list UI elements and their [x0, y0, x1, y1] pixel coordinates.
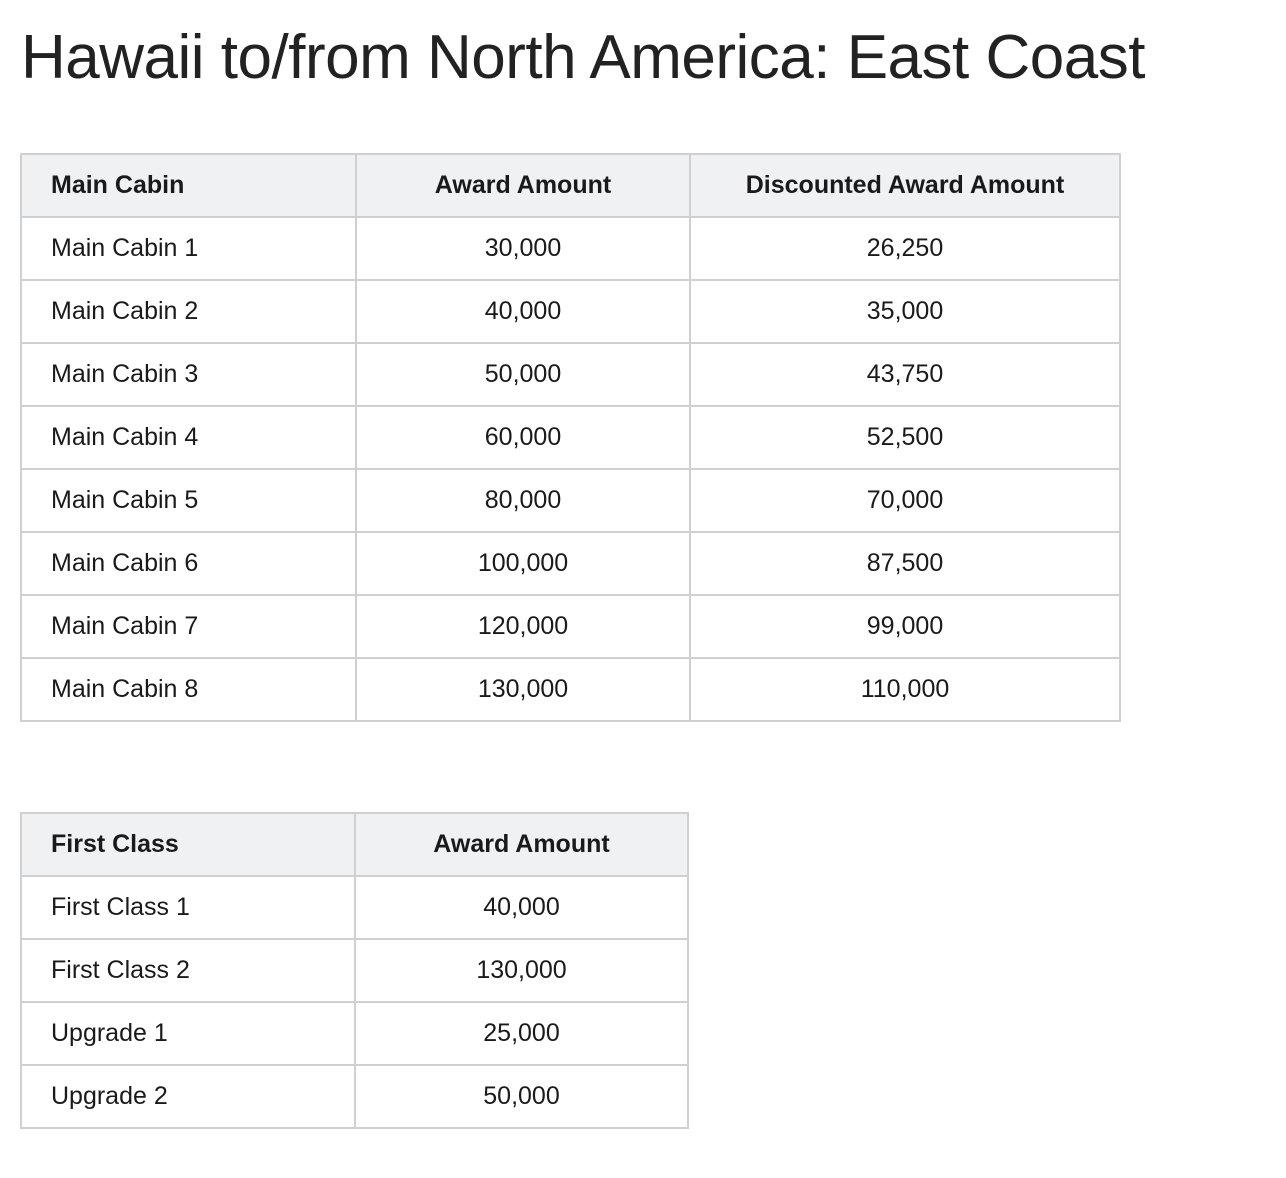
fare-level-cell: First Class 2 — [21, 939, 355, 1002]
fare-level-cell: Main Cabin 4 — [21, 406, 356, 469]
table-header-row — [21, 813, 688, 876]
fare-level-cell: Upgrade 2 — [21, 1065, 355, 1128]
table-row — [21, 406, 1120, 469]
column-header: First Class — [21, 813, 355, 876]
award-amount-cell: 40,000 — [356, 280, 690, 343]
discounted-amount-cell: 35,000 — [690, 280, 1120, 343]
main-cabin-table — [20, 153, 1121, 722]
award-amount-cell: 30,000 — [356, 217, 690, 280]
discounted-amount-cell: 87,500 — [690, 532, 1120, 595]
first-class-table — [20, 812, 689, 1129]
award-amount-cell: 130,000 — [355, 939, 688, 1002]
table-row — [21, 1002, 688, 1065]
column-header: Award Amount — [355, 813, 688, 876]
table-row — [21, 343, 1120, 406]
table-header-row — [21, 154, 1120, 217]
page-title: Hawaii to/from North America: East Coast — [21, 23, 1145, 92]
discounted-amount-cell: 26,250 — [690, 217, 1120, 280]
award-amount-cell: 40,000 — [355, 876, 688, 939]
award-amount-cell: 130,000 — [356, 658, 690, 721]
table-row — [21, 876, 688, 939]
fare-level-cell: Main Cabin 6 — [21, 532, 356, 595]
discounted-amount-cell: 99,000 — [690, 595, 1120, 658]
column-header: Main Cabin — [21, 154, 356, 217]
award-amount-cell: 80,000 — [356, 469, 690, 532]
discounted-amount-cell: 70,000 — [690, 469, 1120, 532]
fare-level-cell: Upgrade 1 — [21, 1002, 355, 1065]
award-amount-cell: 50,000 — [356, 343, 690, 406]
award-amount-cell: 120,000 — [356, 595, 690, 658]
discounted-amount-cell: 52,500 — [690, 406, 1120, 469]
table-row — [21, 1065, 688, 1128]
table-row — [21, 595, 1120, 658]
table-row — [21, 939, 688, 1002]
fare-level-cell: Main Cabin 5 — [21, 469, 356, 532]
table-row — [21, 469, 1120, 532]
fare-level-cell: Main Cabin 7 — [21, 595, 356, 658]
table-row — [21, 280, 1120, 343]
award-amount-cell: 50,000 — [355, 1065, 688, 1128]
discounted-amount-cell: 43,750 — [690, 343, 1120, 406]
fare-level-cell: Main Cabin 1 — [21, 217, 356, 280]
award-amount-cell: 25,000 — [355, 1002, 688, 1065]
fare-level-cell: First Class 1 — [21, 876, 355, 939]
fare-level-cell: Main Cabin 8 — [21, 658, 356, 721]
award-amount-cell: 100,000 — [356, 532, 690, 595]
fare-level-cell: Main Cabin 2 — [21, 280, 356, 343]
column-header: Award Amount — [356, 154, 690, 217]
column-header: Discounted Award Amount — [690, 154, 1120, 217]
table-row — [21, 532, 1120, 595]
fare-level-cell: Main Cabin 3 — [21, 343, 356, 406]
award-amount-cell: 60,000 — [356, 406, 690, 469]
discounted-amount-cell: 110,000 — [690, 658, 1120, 721]
table-row — [21, 217, 1120, 280]
table-row — [21, 658, 1120, 721]
